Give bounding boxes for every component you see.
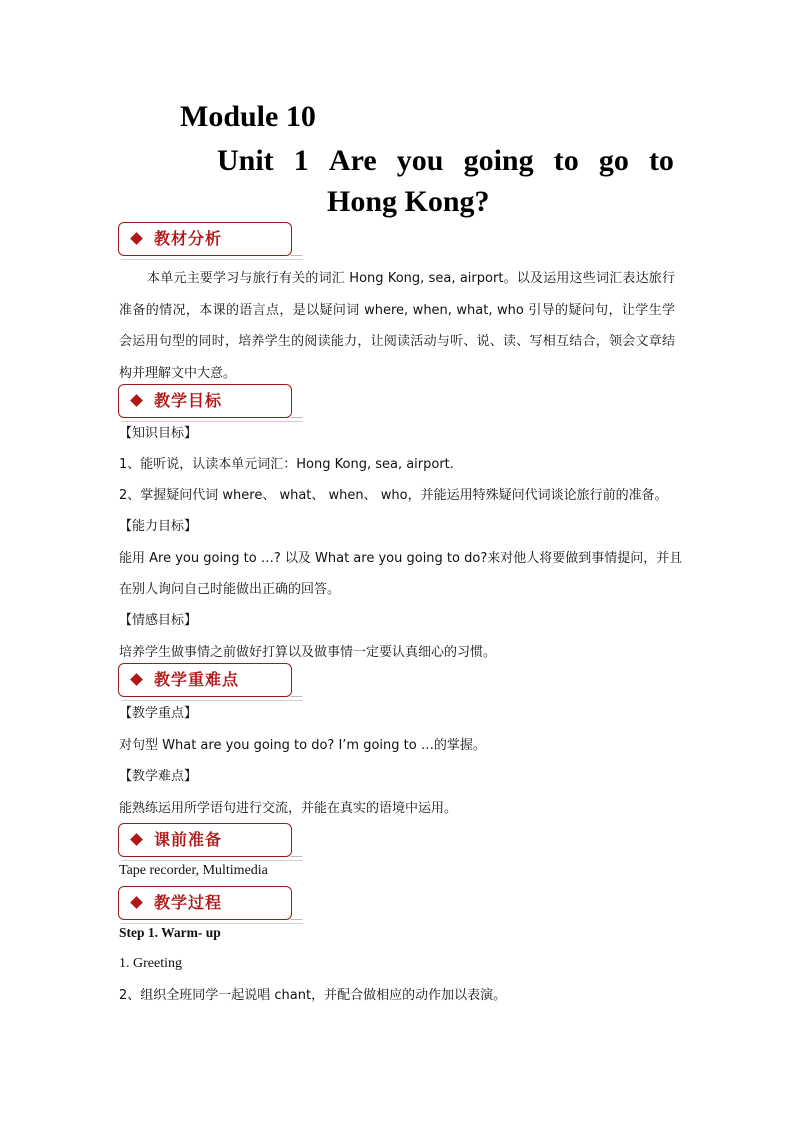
emotion-line-1: 培养学生做事情之前做好打算以及做事情一定要认真细心的习惯。	[119, 645, 497, 660]
difficult-item-1: 能熟练运用所学语句进行交流，并能在真实的语境中运用。	[119, 801, 458, 816]
unit-title-word: to	[648, 144, 674, 177]
diamond-icon	[130, 896, 143, 909]
step1-heading: Step 1. Warm- up	[119, 925, 221, 940]
section-header-preparation	[118, 823, 292, 857]
knowledge-item-1: 1、能听说，认读本单元词汇：Hong Kong, sea, airport.	[119, 457, 454, 472]
unit-title-word: Are	[328, 144, 377, 177]
diamond-icon	[130, 833, 143, 846]
unit-title-word: 1	[293, 144, 309, 177]
section-header-analysis	[118, 222, 292, 256]
section-header-process	[118, 886, 292, 920]
section-label: 教学重难点	[154, 670, 240, 689]
section-label: 课前准备	[154, 830, 223, 849]
unit-title-word: go	[598, 144, 629, 177]
process-item-2: 2、组织全班同学一起说唱 chant，并配合做相应的动作加以表演。	[119, 988, 507, 1003]
unit-title-word: going	[463, 144, 534, 177]
unit-title-word: Unit	[217, 144, 274, 177]
unit-title-word: to	[553, 144, 579, 177]
analysis-paragraph: 本单元主要学习与旅行有关的词汇 Hong Kong, sea, airport。以及运用这些词汇表达旅行准备的情况，本课的语言点，是以疑问词 where, when, what, who 引导的疑问句，让学生学会运用句型的同时，培养学生的阅读能力，让阅读活动与听、说、读、写相互结合，领会文章结构并理解文中大意。	[119, 271, 675, 381]
difficult-heading: 【教学难点】	[119, 769, 198, 784]
unit-title-word: you	[396, 144, 444, 177]
section-label: 教学过程	[154, 893, 223, 912]
unit-title-line2: Hong Kong?	[327, 185, 490, 218]
section-label: 教材分析	[154, 229, 223, 248]
ability-line-1: 能用 Are you going to …? 以及 What are you going to do?来对他人将要做到事情提问，并且	[119, 551, 683, 566]
key-item-1: 对句型 What are you going to do? I’m going to …的掌握。	[119, 738, 486, 753]
preparation-text: Tape recorder, Multimedia	[119, 863, 268, 878]
emotion-heading: 【情感目标】	[119, 613, 198, 628]
header-underline	[121, 255, 303, 260]
diamond-icon	[130, 394, 143, 407]
section-label: 教学目标	[154, 391, 223, 410]
diamond-icon	[130, 673, 143, 686]
diamond-icon	[130, 232, 143, 245]
ability-heading: 【能力目标】	[119, 519, 198, 534]
module-title: Module 10	[180, 100, 316, 133]
section-header-keypoints	[118, 663, 292, 697]
knowledge-heading: 【知识目标】	[119, 426, 198, 441]
section-header-goals	[118, 384, 292, 418]
process-item-1: 1. Greeting	[119, 956, 182, 971]
unit-title-line1	[217, 142, 674, 180]
key-heading: 【教学重点】	[119, 706, 198, 721]
knowledge-item-2: 2、掌握疑问代词 where、 what、 when、 who，并能运用特殊疑问代词谈论旅行前的准备。	[119, 488, 668, 503]
ability-line-2: 在别人询问自己时能做出正确的回答。	[119, 582, 341, 597]
